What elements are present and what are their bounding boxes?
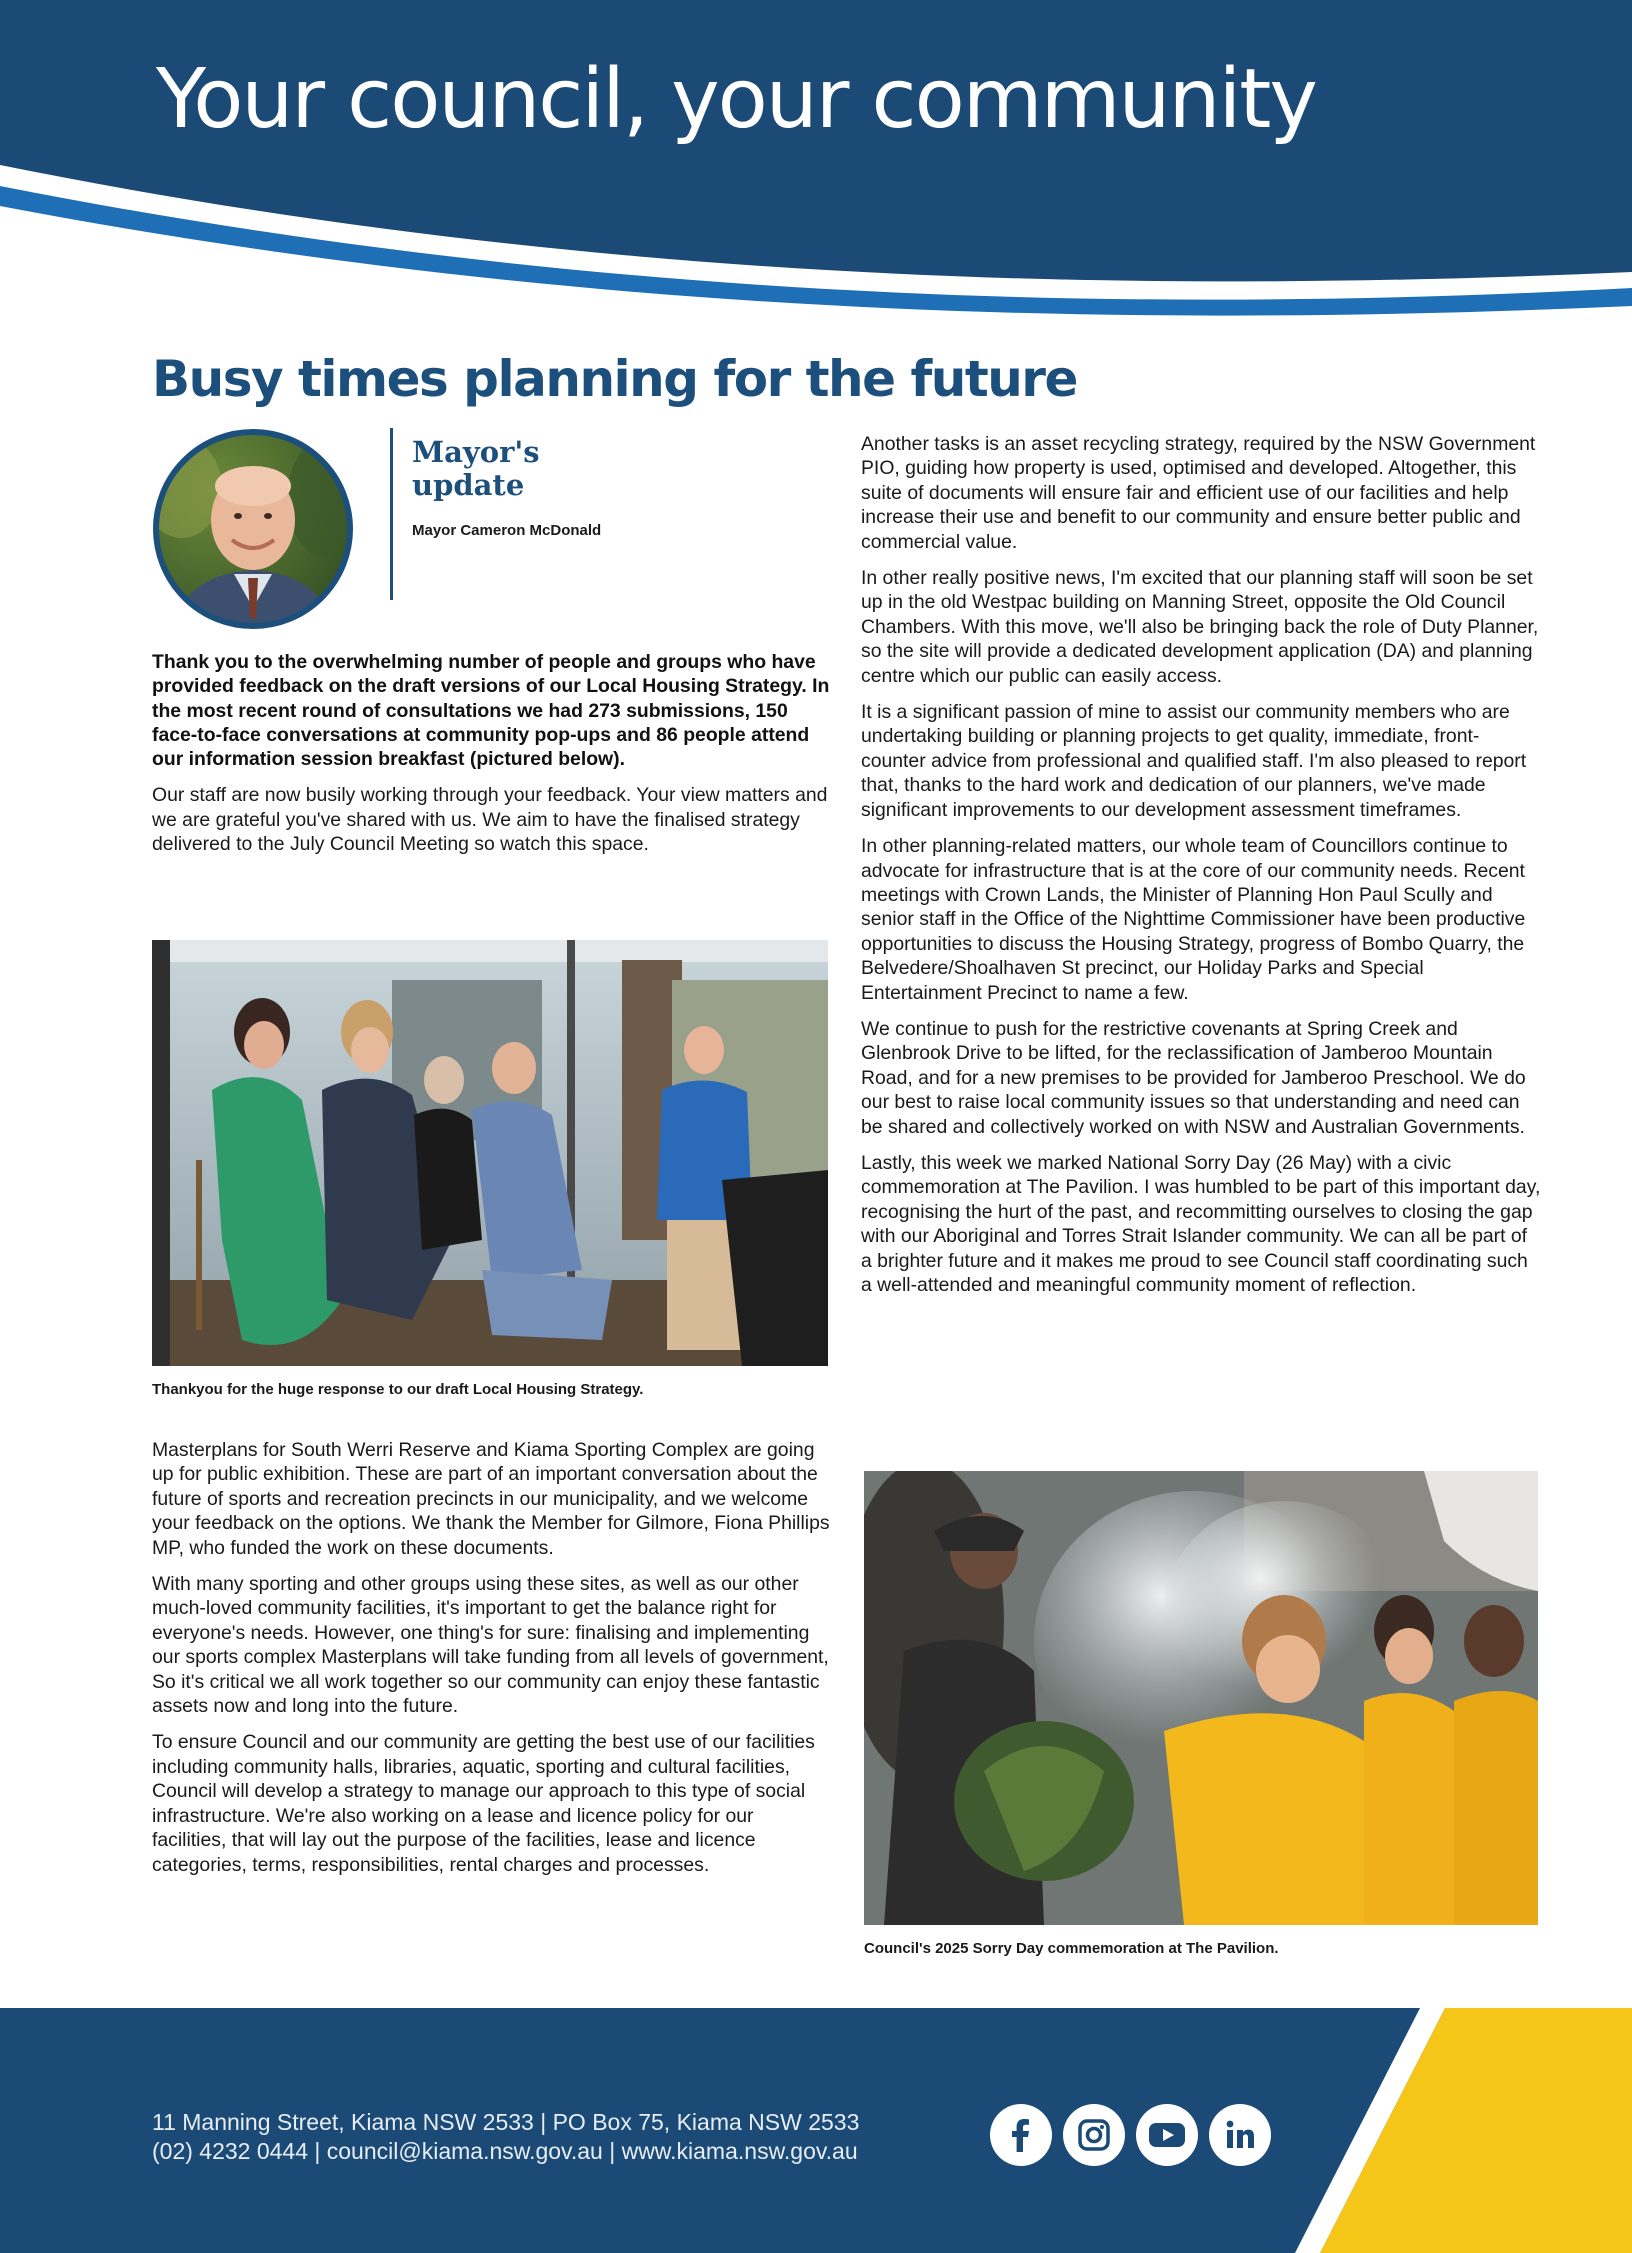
body-paragraph: It is a significant passion of mine to assist our community members who are undertaking building or planning projects to get quality, immediate, front-counter advice from professional and qualified staff. I'm also pleased to report that, thanks to the hard work and dedication of our planners, we've made significant improvements to our development assessment timeframes. — [861, 701, 1527, 821]
mayor-name: Mayor Cameron McDonald — [412, 522, 602, 539]
body-paragraph: In other planning-related matters, our whole team of Councillors continue to advocate for infrastructure that is at the core of our community needs. Recent meetings with Crown Lands, the Minister of Planning Hon Paul Scully and senior staff in the Office of the Nighttime Commissioner have been productive opportunities to discuss the Housing Strategy, progress of Bombo Quarry, the Belvedere/Shoalhaven St precinct, our Holiday Parks and Special Entertainment Precinct to name a few. — [861, 835, 1526, 1004]
mayor-divider — [390, 428, 393, 600]
mayor-portrait — [152, 428, 354, 630]
ceremony-photo-caption: Council's 2025 Sorry Day commemoration at The Pavilion. — [864, 1940, 1279, 1957]
body-paragraph: Masterplans for South Werri Reserve and Kiama Sporting Complex are going up for public exhibition. These are part of an important conversation about the future of sports and recreation precincts in our municipality, and we welcome your feedback on the options. We thank the Member for Gilmore, Fiona Phillips MP, who funded the work on these documents. — [152, 1439, 830, 1559]
instagram-icon[interactable] — [1063, 2104, 1125, 2166]
footer-contact: (02) 4232 0444 | council@kiama.nsw.gov.au | www.kiama.nsw.gov.au — [152, 2138, 858, 2164]
sorry-day-ceremony-photo — [864, 1471, 1538, 1925]
body-paragraph: Our staff are now busily working through your feedback. Your view matters and we are grateful you've shared with us. We aim to have the finalised strategy delivered to the July Council Meeting so watch this space. — [152, 784, 828, 856]
mayor-heading-line2: update — [412, 468, 525, 502]
facebook-icon[interactable] — [990, 2104, 1052, 2166]
youtube-icon[interactable] — [1136, 2104, 1198, 2166]
panel-photo-caption: Thankyou for the huge response to our draft Local Housing Strategy. — [152, 1381, 644, 1398]
footer-address: 11 Manning Street, Kiama NSW 2533 | PO Box 75, Kiama NSW 2533 — [152, 2109, 860, 2135]
page-header — [0, 0, 1632, 330]
page-title: Your council, your community — [156, 52, 1316, 147]
article-headline: Busy times planning for the future — [152, 350, 1077, 408]
body-paragraph: Another tasks is an asset recycling strategy, required by the NSW Government PIO, guiding how property is used, optimised and developed. Altogether, this suite of documents will ensure fair and efficient use of our facilities and help increase their use and benefit to our community and ensure better public and commercial value. — [861, 433, 1536, 553]
left-column-top — [152, 650, 832, 869]
body-paragraph: To ensure Council and our community are getting the best use of our facilities including community halls, libraries, aquatic, sporting and cultural facilities, Council will develop a strategy to manage our approach to this type of social infrastructure. We're also working on a lease and licence policy for our facilities, that will lay out the purpose of the facilities, lease and licence categories, terms, responsibilities, rental charges and processes. — [152, 1731, 815, 1876]
panel-discussion-photo — [152, 940, 828, 1366]
page-footer — [0, 2008, 1632, 2253]
header-wave-graphic — [0, 0, 1632, 330]
body-paragraph: Lastly, this week we marked National Sorry Day (26 May) with a civic commemoration at The Pavilion. I was humbled to be part of this important day, recognising the hurt of the past, and recommitting ourselves to closing the gap with our Aboriginal and Torres Strait Islander community. We can all be part of a brighter future and it makes me proud to see Council staff coordinating such a well-attended and meaningful community moment of reflection. — [861, 1151, 1541, 1296]
body-paragraph: With many sporting and other groups using these sites, as well as our other much-loved community facilities, it's important to get the balance right for everyone's needs. However, one thing's for sure: finalising and implementing our sports complex Masterplans will take funding from all levels of government, So it's critical we all work together so our community can enjoy these fantastic assets now and long into the future. — [152, 1573, 829, 1718]
mayor-heading-line1: Mayor's — [412, 435, 540, 469]
left-column-bottom — [152, 1438, 832, 1889]
body-paragraph: In other really positive news, I'm excited that our planning staff will soon be set up in the old Westpac building on Manning Street, opposite the Old Council Chambers. With this move, we'll also be bringing back the role of Duty Planner, so the site will provide a dedicated development application (DA) and planning centre which our public can easily access. — [861, 567, 1539, 687]
body-paragraph: We continue to push for the restrictive covenants at Spring Creek and Glenbrook Drive to be lifted, for the reclassification of Jamberoo Mountain Road, and for a new premises to be provided for Jamberoo Preschool. We do our best to raise local community issues so that understanding and need can be shared and collectively worked on with NSW and Australian Governments. — [861, 1017, 1526, 1138]
linkedin-icon[interactable] — [1209, 2104, 1271, 2166]
right-column — [861, 432, 1543, 1309]
mayor-update-heading — [412, 436, 612, 502]
lead-paragraph: Thank you to the overwhelming number of people and groups who have provided feedback on the draft versions of our Local Housing Strategy. In the most recent round of consultations we had 273 submissions, 150 face-to-face conversations at community pop-ups and 86 people attend our information session breakfast (pictured below). — [152, 651, 830, 771]
